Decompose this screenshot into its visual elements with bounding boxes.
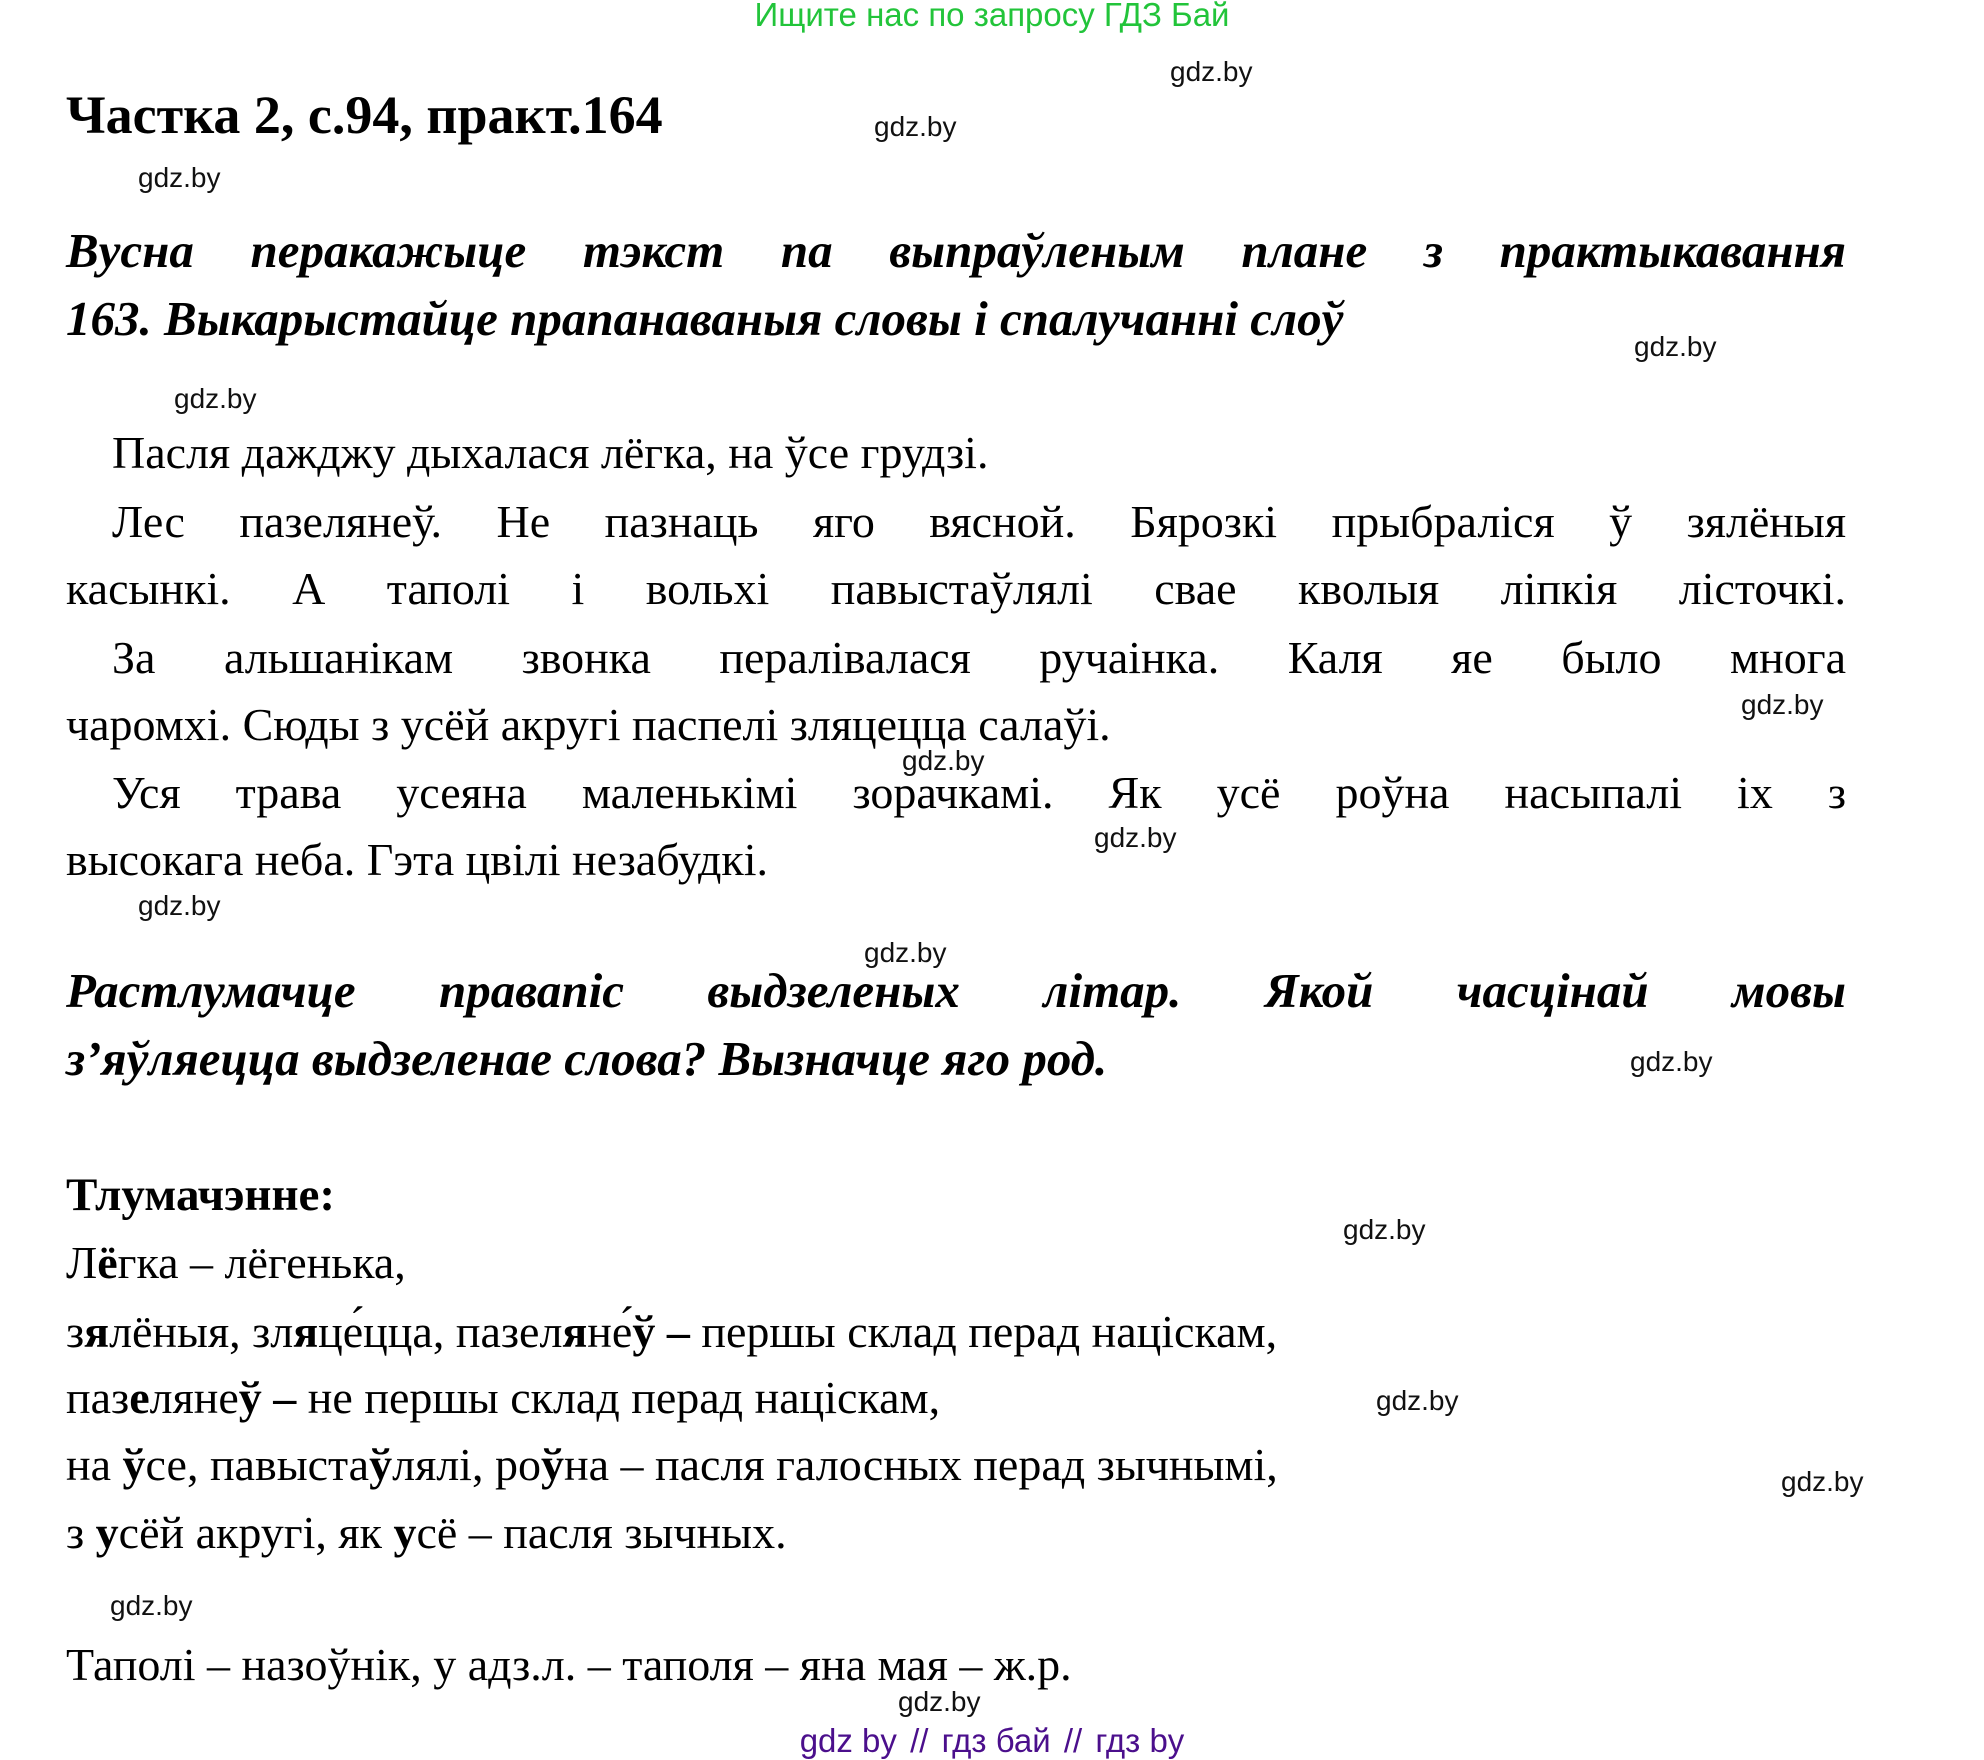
task-1-line: 163. Выкарыстайце прапанаваныя словы і спалучанні слоў (66, 291, 1344, 346)
highlighted-letter: я (84, 1306, 110, 1357)
footer-separator: // (1063, 1722, 1083, 1759)
watermark: gdz.by (174, 383, 257, 414)
explanation-line (66, 1507, 787, 1558)
explanation-text: з (66, 1306, 85, 1357)
explanation-heading: Тлумачэнне: (66, 1169, 336, 1221)
watermark: gdz.by (1170, 56, 1253, 87)
explanation-text: се, павыста (145, 1439, 370, 1490)
explanation-line (66, 1237, 406, 1288)
task-2-line: Растлумачце правапіс выдзеленых літар. Якой часцінай мовы (66, 963, 1846, 1018)
footer-link[interactable]: гдз бай (941, 1722, 1051, 1759)
explanation-text: це́цца, пазел (318, 1306, 563, 1357)
explanation-text: сёй акругі, як (118, 1507, 394, 1558)
story-line: касынкі. А таполі і вольхі павыстаўлялі свае кволыя ліпкія лісточкі. (66, 563, 1846, 614)
watermark: gdz.by (874, 111, 957, 142)
watermark: gdz.by (864, 937, 947, 968)
footer-separator: // (910, 1722, 929, 1759)
explanation-text: лёныя, зл (109, 1306, 294, 1357)
footer-links (0, 1722, 1984, 1760)
highlighted-letter: я (293, 1306, 319, 1357)
explanation-line (66, 1306, 1278, 1357)
explanation-text: першы склад перад націскам, (689, 1306, 1278, 1357)
watermark: gdz.by (1630, 1046, 1713, 1077)
watermark: gdz.by (1781, 1466, 1864, 1497)
explanation-text (262, 1372, 274, 1423)
story-line: Пасля дажджу дыхалася лёгка, на ўсе грудзі. (112, 427, 989, 478)
highlighted-letter: е (129, 1372, 150, 1423)
watermark: gdz.by (898, 1686, 981, 1717)
highlighted-letter: ё (97, 1237, 118, 1288)
highlighted-letter: – (273, 1372, 297, 1423)
footer-link[interactable]: gdz by (799, 1722, 897, 1759)
footer-link[interactable]: гдз by (1095, 1722, 1185, 1759)
explanation-text: гка – лёгенька, (117, 1237, 406, 1288)
watermark: gdz.by (1741, 689, 1824, 720)
explanation-text: з (66, 1507, 96, 1558)
highlighted-letter: – (666, 1306, 690, 1357)
highlighted-letter: ў (632, 1306, 656, 1357)
story-line: Уся трава усеяна маленькімі зорачкамі. Як усё роўна насыпалі іх з (112, 767, 1846, 818)
watermark: gdz.by (1376, 1385, 1459, 1416)
highlighted-letter: ў (122, 1439, 146, 1490)
task-1-line: Вусна перакажыце тэкст па выпраўленым плане з практыкавання (66, 223, 1846, 278)
story-line: высокага неба. Гэта цвілі незабудкі. (66, 834, 768, 885)
story-line: За альшанікам звонка пералівалася ручаінка. Каля яе было многа (112, 632, 1846, 683)
explanation-text: паз (66, 1372, 130, 1423)
task-2-line: з’яўляецца выдзеленае слова? Вызначце яго род. (66, 1031, 1108, 1086)
explanation-text: Л (66, 1237, 98, 1288)
explanation-line (66, 1372, 941, 1423)
explanation-text: сё – пасля зычных. (416, 1507, 787, 1558)
explanation-text: не першы склад перад націскам, (296, 1372, 941, 1423)
explanation-text: не́ (587, 1306, 633, 1357)
explanation-line (66, 1439, 1278, 1490)
highlighted-letter: ў (369, 1439, 393, 1490)
explanation-text (655, 1306, 667, 1357)
highlighted-letter: у (393, 1507, 417, 1558)
highlighted-letter: я (562, 1306, 588, 1357)
story-line: чаромхі. Сюды з усёй акругі паспелі зляцецца салаўі. (66, 699, 1111, 750)
highlighted-letter: ў (238, 1372, 262, 1423)
watermark: gdz.by (1094, 822, 1177, 853)
watermark: gdz.by (138, 162, 221, 193)
watermark: gdz.by (902, 745, 985, 776)
watermark: gdz.by (1343, 1214, 1426, 1245)
search-hint-banner: Ищите нас по запросу ГДЗ Бай (754, 0, 1230, 33)
explanation-text: на – пасля галосных перад зычнымі, (563, 1439, 1278, 1490)
explanation-text: лялі, ро (392, 1439, 541, 1490)
watermark: gdz.by (110, 1590, 193, 1621)
explanation-text: на (66, 1439, 123, 1490)
highlighted-letter: у (95, 1507, 119, 1558)
highlighted-letter: ў (540, 1439, 564, 1490)
watermark: gdz.by (1634, 331, 1717, 362)
story-line: Лес пазелянеў. Не пазнаць яго вясной. Бярозкі прыбраліся ў зялёныя (112, 496, 1846, 547)
watermark: gdz.by (138, 890, 221, 921)
explanation-answer: Таполі – назоўнік, у адз.л. – таполя – яна мая – ж.р. (66, 1639, 1072, 1690)
page-title: Частка 2, с.94, практ.164 (66, 85, 663, 145)
explanation-text: лянe (149, 1372, 239, 1423)
